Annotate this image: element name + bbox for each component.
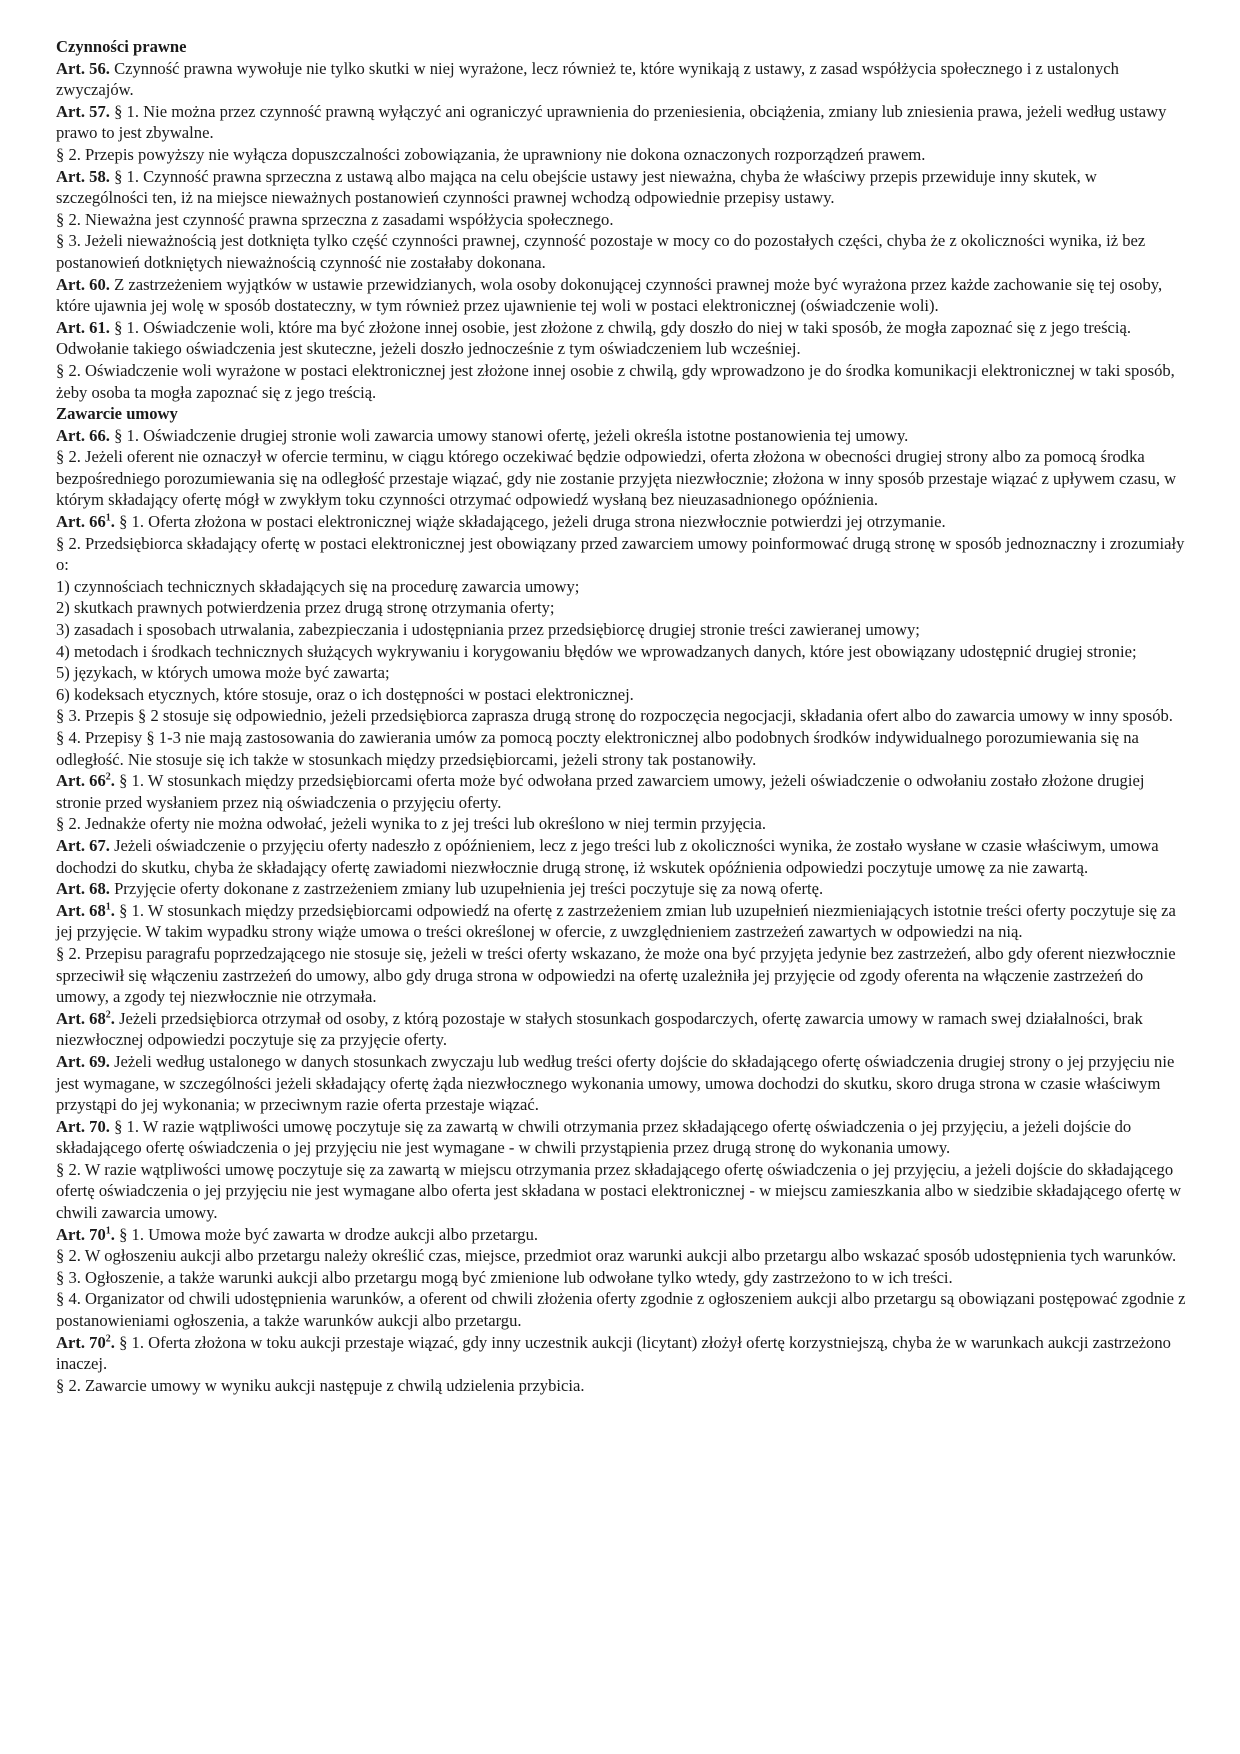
article-label: Art. 68 [56,900,106,920]
article-label: Art. 70 [56,1224,106,1244]
article-paragraph [56,58,1186,101]
article-paragraph [56,878,1186,900]
article-label: Art. 70 [56,1332,106,1352]
article-label-end: . [110,512,115,532]
paragraph: 2) skutkach prawnych potwierdzenia przez drugą stronę otrzymania oferty; [56,598,555,618]
article-label-end: . [110,1008,115,1028]
article-superscript: 2 [105,1009,111,1021]
article-text: § 1. W stosunkach między przedsiębiorcami odpowiedź na ofertę z zastrzeżeniem zmian lub uzupełnień niezmieniających istotnie treści oferty poczytuje się za jej przyjęcie. W takim wypadku strony wiąże umowa o treści określonej w ofercie, z uwzględnieniem zastrzeżeń zawartych w odpowiedzi na nią. [56,900,1176,942]
article-paragraph [56,1008,1186,1051]
article-number [56,275,110,294]
article-label: Art. 58. [56,166,110,186]
article-label: Art. 61. [56,317,110,337]
paragraph: 5) językach, w których umowa może być zawarta; [56,663,390,683]
paragraph: § 2. Jednakże oferty nie można odwołać, jeżeli wynika to z jej treści lub określono w niej termin przyjęcia. [56,814,767,834]
article-text: Jeżeli oświadczenie o przyjęciu oferty nadeszło z opóźnieniem, lecz z jego treści lub z okoliczności wynika, że zostało wysłane w czasie właściwym, umowa dochodzi do skutku, chyba że składający ofertę zawiadomi niezwłocznie drugą stronę, iż wskutek opóźnienia odpowiedzi poczytuje umowę za nie zawartą. [56,835,1159,877]
article-number [56,879,110,898]
article-label: Art. 60. [56,274,110,294]
article-label: Art. 70. [56,1116,110,1136]
article-text: § 1. Oferta złożona w toku aukcji przestaje wiązać, gdy inny uczestnik aukcji (licytant) złożył ofertę korzystniejszą, chyba że w warunkach aukcji zastrzeżono inaczej. [56,1332,1171,1374]
article-paragraph [56,425,1186,447]
article-label: Art. 67. [56,835,110,855]
paragraph: § 2. W ogłoszeniu aukcji albo przetargu należy określić czas, miejsce, przedmiot oraz warunki aukcji albo przetargu albo wskazać sposób udostępnienia tych warunków. [56,1246,1177,1266]
article-label: Art. 66 [56,771,106,791]
paragraph: 6) kodeksach etycznych, które stosuje, oraz o ich dostępności w postaci elektronicznej. [56,684,634,704]
paragraph: § 2. Przedsiębiorca składający ofertę w postaci elektronicznej jest obowiązany przed zawarciem umowy poinformować drugą stronę w sposób jednoznaczny i zrozumiały o: [56,533,1185,575]
article-label-end: . [110,900,115,920]
article-label: Art. 68 [56,1008,106,1028]
article-label-end: . [110,1332,115,1352]
paragraph: 4) metodach i środkach technicznych służących wykrywaniu i korygowaniu błędów we wprowadzanych danych, które jest obowiązany udostępnić drugiej stronie; [56,641,1137,661]
article-text: Jeżeli według ustalonego w danych stosunkach zwyczaju lub według treści oferty dojście do składającego ofertę oświadczenia drugiej strony o jej przyjęciu nie jest wymagane, w szczególności jeżeli składający ofertę żąda niezwłocznego wykonania umowy, umowa dochodzi do skutku, skoro druga strona w czasie właściwym przystąpi do jej wykonania; w przeciwnym razie oferta przestaje wiązać. [56,1051,1175,1115]
article-number [56,1009,115,1028]
article-label-end: . [110,1224,115,1244]
paragraph: 3) zasadach i sposobach utrwalania, zabezpieczania i udostępniania przez przedsiębiorcę drugiej stronie treści zawieranej umowy; [56,620,920,640]
article-label: Art. 68. [56,879,110,899]
article-text: § 1. Oferta złożona w postaci elektronicznej wiąże składającego, jeżeli druga strona niezwłocznie potwierdzi jej otrzymanie. [114,512,946,532]
article-number [56,836,110,855]
article-number [56,1117,110,1136]
article-number [56,102,110,121]
article-paragraph [56,770,1186,813]
article-paragraph [56,1051,1186,1116]
article-superscript: 1 [105,1225,111,1237]
article-number [56,512,115,531]
article-superscript: 1 [105,901,111,913]
article-superscript: 2 [105,771,111,783]
article-number [56,1225,115,1244]
article-number [56,1333,115,1352]
article-paragraph [56,900,1186,943]
paragraph: § 2. Jeżeli oferent nie oznaczył w ofercie terminu, w ciągu którego oczekiwać będzie odpowiedzi, oferta złożona w obecności drugiej strony albo za pomocą środka bezpośredniego porozumiewania się na odległość przestaje wiązać, gdy nie zostanie przyjęta niezwłocznie; złożona w inny sposób przestaje wiązać z upływem czasu, w którym składający ofertę mógł w zwykłym toku czynności otrzymać odpowiedź wysłaną bez nieuzasadnionego opóźnienia. [56,447,1177,510]
paragraph: § 2. Oświadczenie woli wyrażone w postaci elektronicznej jest złożone innej osobie z chwilą, gdy wprowadzono je do środka komunikacji elektronicznej w taki sposób, żeby osoba ta mogła zapoznać się z jego treścią. [56,360,1175,402]
article-text: § 1. W razie wątpliwości umowę poczytuje się za zawartą w chwili otrzymania przez składającego ofertę oświadczenia o jej przyjęciu, a jeżeli dojście do składającego ofertę oświadczenia o jej przyjęciu nie jest wymagane - w chwili przystąpienia przez drugą stronę do wykonania umowy. [56,1116,1132,1158]
article-label: Art. 69. [56,1051,110,1071]
article-text: Przyjęcie oferty dokonane z zastrzeżeniem zmiany lub uzupełnienia jej treści poczytuje się za nową ofertę. [109,879,824,899]
article-paragraph [56,1332,1186,1375]
article-text: § 1. Nie można przez czynność prawną wyłączyć ani ograniczyć uprawnienia do przeniesienia, obciążenia, zmiany lub zniesienia prawa, jeżeli według ustawy prawo to jest zbywalne. [56,101,1167,143]
article-paragraph [56,274,1186,317]
article-label-end: . [110,771,115,791]
paragraph: § 4. Organizator od chwili udostępnienia warunków, a oferent od chwili złożenia oferty zgodnie z ogłoszeniem aukcji albo przetargu są obowiązani postępować zgodnie z postanowieniami ogłoszenia, a także warunków aukcji albo przetargu. [56,1289,1186,1331]
paragraph: § 3. Przepis § 2 stosuje się odpowiednio, jeżeli przedsiębiorca zaprasza drugą stronę do rozpoczęcia negocjacji, składania ofert albo do zawarcia umowy w inny sposób. [56,706,1173,726]
article-label: Art. 66 [56,512,106,532]
article-text: § 1. Czynność prawna sprzeczna z ustawą albo mająca na celu obejście ustawy jest nieważna, chyba że właściwy przepis przewiduje inny skutek, w szczególności ten, iż na miejsce nieważnych postanowień czynności prawnej wchodzą odpowiednie przepisy ustawy. [56,166,1097,208]
section-heading: Czynności prawne [56,37,187,56]
paragraph: § 2. Przepis powyższy nie wyłącza dopuszczalności zobowiązania, że uprawniony nie dokona oznaczonych rozporządzeń prawem. [56,144,926,164]
article-number [56,59,110,78]
article-paragraph [56,317,1186,360]
article-text: § 1. Umowa może być zawarta w drodze aukcji albo przetargu. [114,1224,539,1244]
article-label: Art. 57. [56,101,110,121]
article-label: Art. 66. [56,425,110,445]
article-number [56,426,110,445]
article-number [56,1052,110,1071]
article-label: Art. 56. [56,58,110,78]
article-text: Czynność prawna wywołuje nie tylko skutki w niej wyrażone, lecz również te, które wynikają z ustawy, z zasad współżycia społecznego i z ustalonych zwyczajów. [56,58,1119,100]
paragraph: § 2. Przepisu paragrafu poprzedzającego nie stosuje się, jeżeli w treści oferty wskazano, że może ona być przyjęta jedynie bez zastrzeżeń, albo gdy oferent niezwłocznie sprzeciwił się włączeniu zastrzeżeń do umowy, albo gdy druga strona w odpowiedzi na ofertę uzależniła jej przyjęcie od zgody oferenta na włączenie zastrzeżeń do umowy, a zgody tej niezwłocznie nie otrzymała. [56,943,1176,1007]
article-number [56,318,110,337]
article-superscript: 2 [105,1333,111,1345]
article-paragraph [56,166,1186,209]
paragraph: § 2. Nieważna jest czynność prawna sprzeczna z zasadami współżycia społecznego. [56,209,614,229]
paragraph: 1) czynnościach technicznych składających się na procedurę zawarcia umowy; [56,576,580,596]
article-number [56,771,115,790]
article-number [56,901,115,920]
article-superscript: 1 [105,512,111,524]
article-text: § 1. Oświadczenie woli, które ma być złożone innej osobie, jest złożone z chwilą, gdy doszło do niej w taki sposób, że mogła zapoznać się z jego treścią. Odwołanie takiego oświadczenia jest skuteczne, jeżeli doszło jednocześnie z tym oświadczeniem lub wcześniej. [56,317,1132,359]
article-paragraph [56,1116,1186,1159]
article-text: Jeżeli przedsiębiorca otrzymał od osoby, z którą pozostaje w stałych stosunkach gospodarczych, ofertę zawarcia umowy w ramach swej działalności, brak niezwłocznej odpowiedzi poczytuje się za przyjęcie oferty. [56,1008,1143,1050]
paragraph: § 4. Przepisy § 1-3 nie mają zastosowania do zawierania umów za pomocą poczty elektronicznej albo podobnych środków indywidualnego porozumiewania się na odległość. Nie stosuje się ich także w stosunkach między przedsiębiorcami, jeżeli strony tak postanowiły. [56,728,1139,769]
paragraph: § 3. Ogłoszenie, a także warunki aukcji albo przetargu mogą być zmienione lub odwołane tylko wtedy, gdy zastrzeżono to w ich treści. [56,1267,953,1287]
article-number [56,167,110,186]
article-text: § 1. W stosunkach między przedsiębiorcami oferta może być odwołana przed zawarciem umowy, jeżeli oświadczenie o odwołaniu zostało złożone drugiej stronie przed wysłaniem przez nią oświadczenia o przyjęciu oferty. [56,771,1145,812]
article-paragraph [56,101,1186,144]
article-text: Z zastrzeżeniem wyjątków w ustawie przewidzianych, wola osoby dokonującej czynności prawnej może być wyrażona przez każde zachowanie się tej osoby, które ujawnia jej wolę w sposób dostateczny, w tym również przez ujawnienie tej woli w postaci elektronicznej (oświadczenie woli). [56,274,1163,316]
article-paragraph [56,511,1186,533]
paragraph: § 2. Zawarcie umowy w wyniku aukcji następuje z chwilą udzielenia przybicia. [56,1375,585,1395]
article-text: § 1. Oświadczenie drugiej stronie woli zawarcia umowy stanowi ofertę, jeżeli określa istotne postanowienia tej umowy. [109,425,909,445]
article-paragraph [56,1224,1186,1246]
paragraph: § 3. Jeżeli nieważnością jest dotknięta tylko część czynności prawnej, czynność pozostaje w mocy co do pozostałych części, chyba że z okoliczności wynika, iż bez postanowień dotkniętych nieważnością czynność nie zostałaby dokonana. [56,231,1146,272]
section-heading: Zawarcie umowy [56,404,178,424]
document-page [56,36,1186,1396]
article-paragraph [56,835,1186,878]
paragraph: § 2. W razie wątpliwości umowę poczytuje się za zawartą w miejscu otrzymania przez składającego ofertę oświadczenia o jej przyjęciu, a jeżeli dojście do składającego ofertę oświadczenia o jej przyjęciu nie jest wymagane albo oferta jest składana w postaci elektronicznej - w miejscu zamieszkania albo w siedzibie składającego ofertę w chwili zawarcia umowy. [56,1159,1182,1223]
